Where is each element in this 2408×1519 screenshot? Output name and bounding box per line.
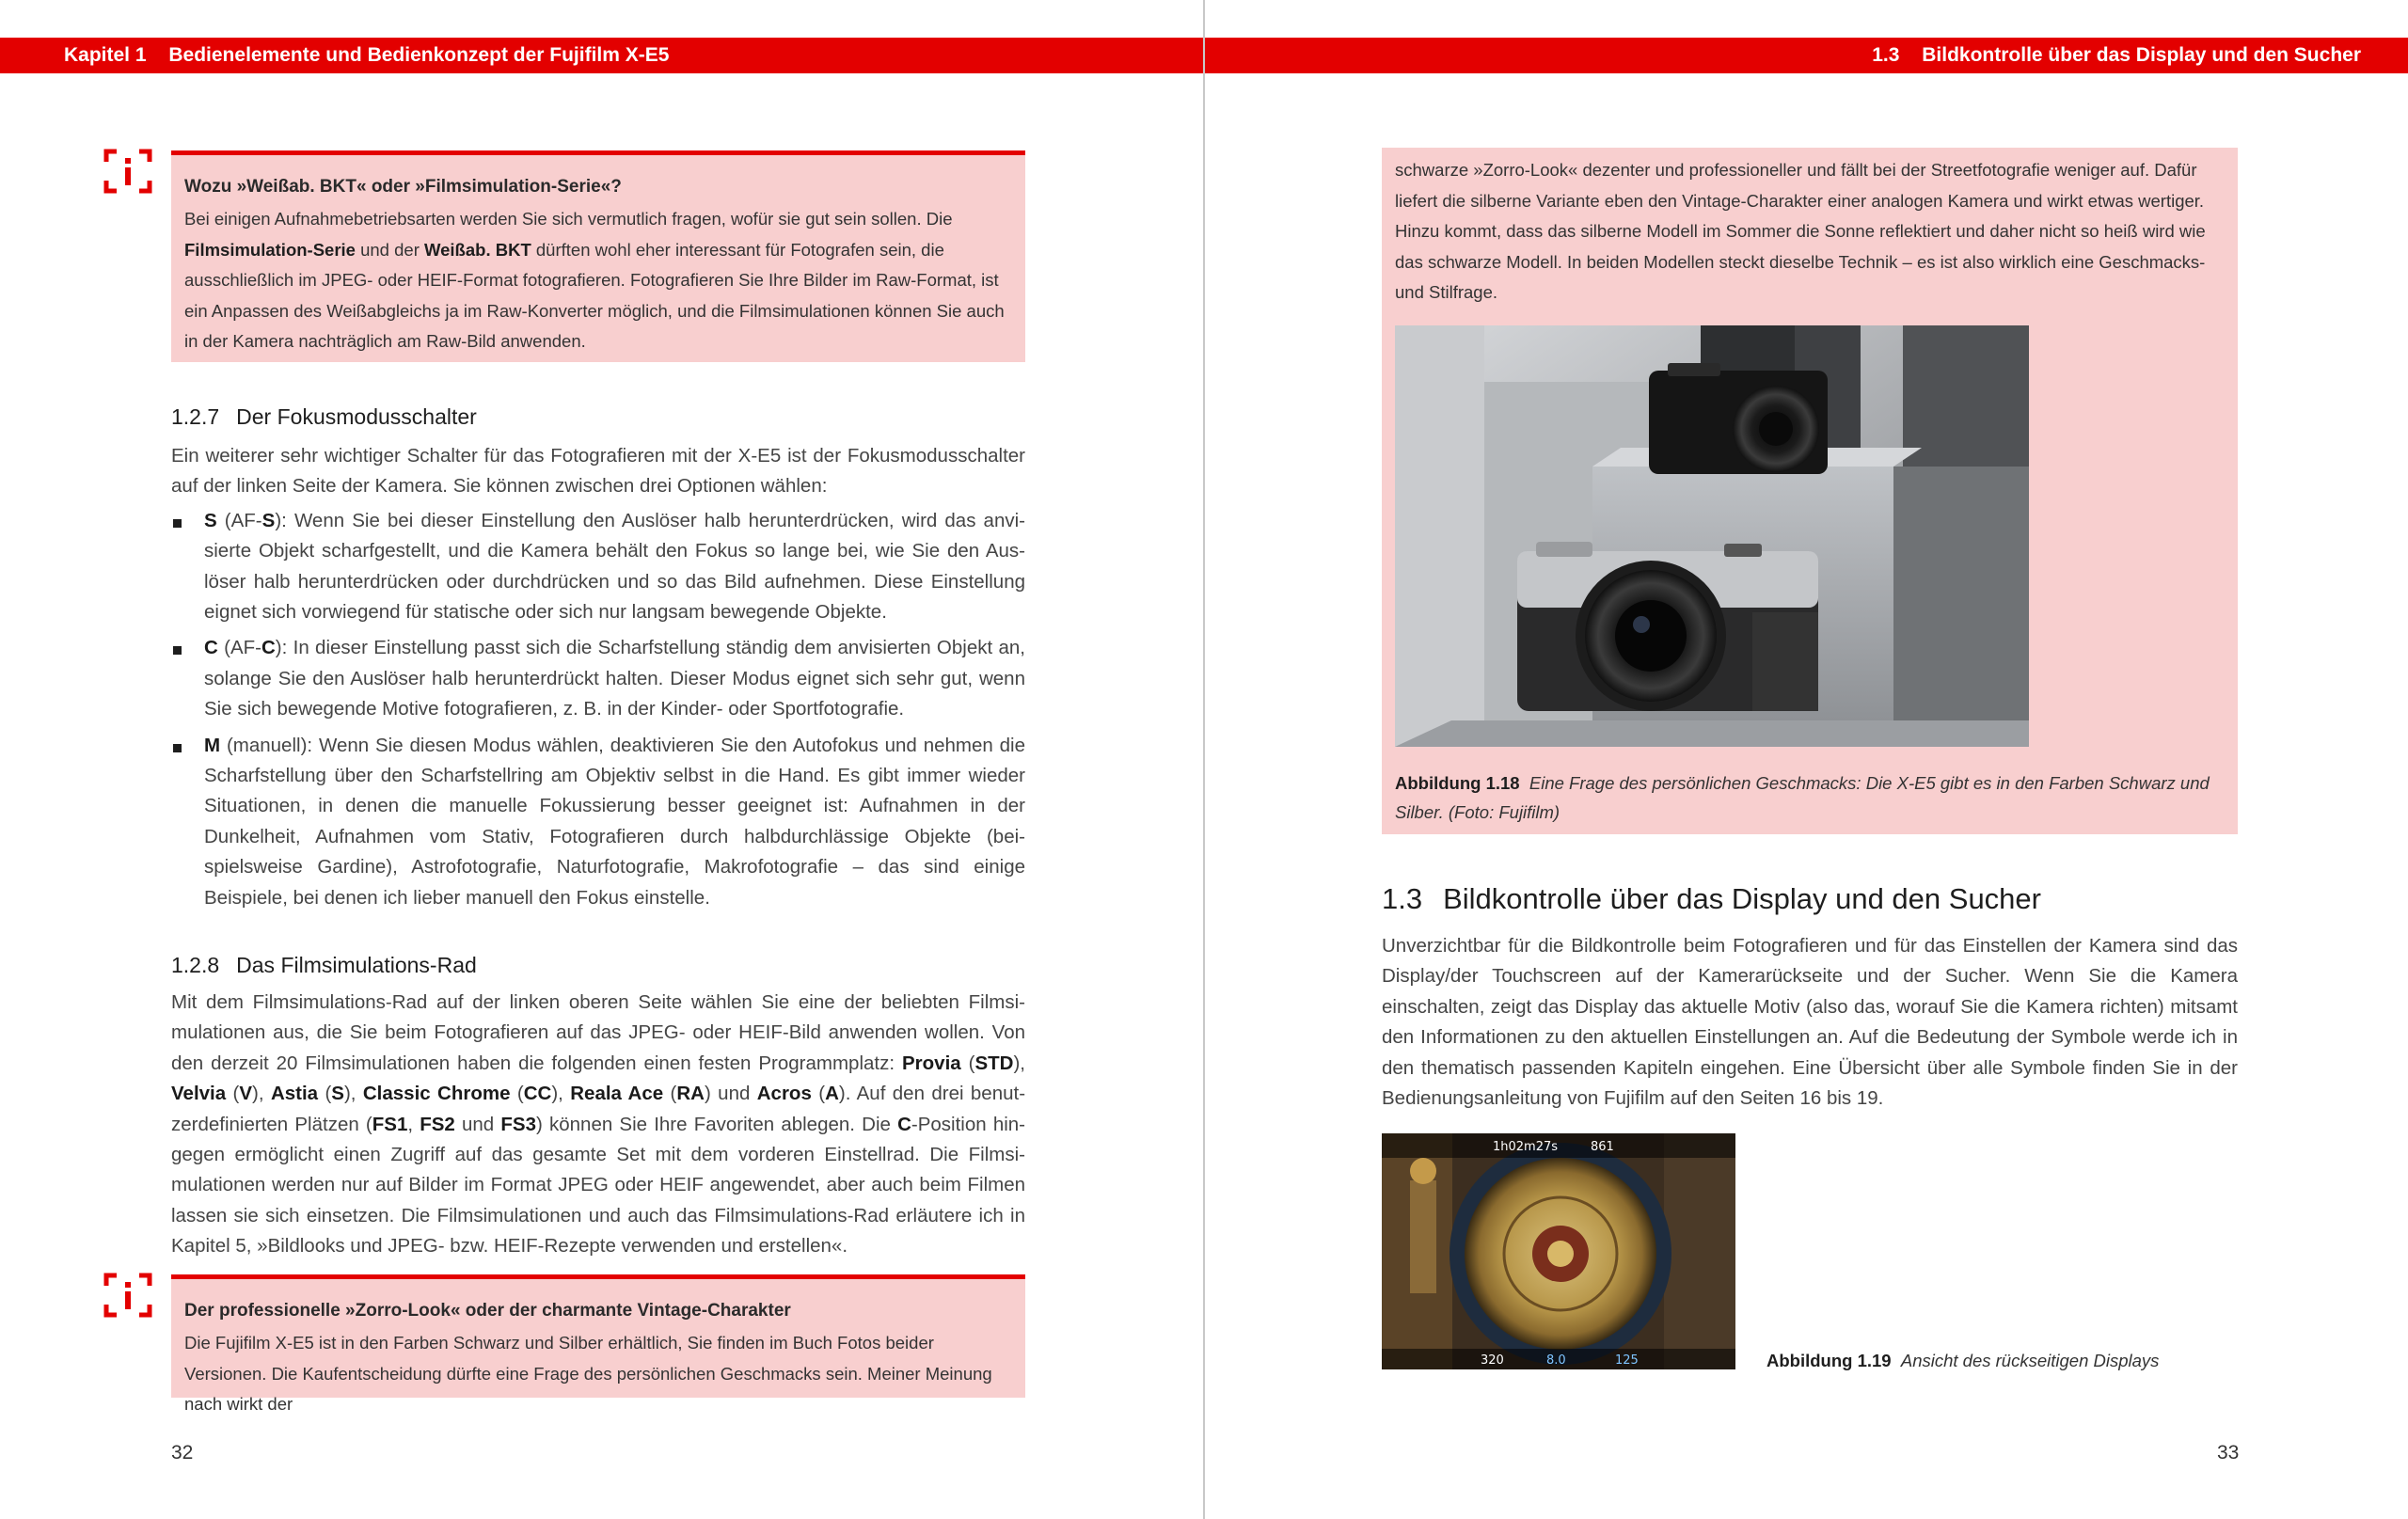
display-shots: 861	[1591, 1140, 1614, 1154]
section-heading-1-2-8: 1.2.8 Das Filmsimulations-Rad	[171, 953, 477, 977]
list-item: S (AF-S): Wenn Sie bei dieser Einstellung den Auslöser halb herunterdrücken, wird das anvisierte Objekt scharfgestellt, und die Kamera behält den Fokus so lange bei, wie Sie den Auslöser halb herunterdrücken oder durchdrücken und so das Bild aufnehmen. Diese Einstellung eignet sich vorwiegend für statische oder sich nur langsam bewegende Objekte.	[171, 506, 1025, 628]
info-box-weissabgleich	[171, 150, 1025, 362]
info-box-text: Die Fujifilm X-E5 ist in den Farben Schwarz und Silber erhältlich, Sie finden im Buch Fotos beider Versionen. Die Kaufentscheidung dürfte eine Frage des persönlichen Geschmacks sein. Meiner Meinung nach wirkt der	[184, 1333, 992, 1414]
chapter-label: Kapitel 1	[64, 44, 147, 66]
clock-photo	[1382, 1133, 1735, 1369]
section-body-1-2-7	[171, 441, 1025, 919]
figure-caption-1-18: Abbildung 1.18 Eine Frage des persönlichen Geschmacks: Die X-E5 gibt es in den Farben Schwarz und Silber. (Foto: Fujifilm)	[1395, 773, 2210, 822]
display-iso: 125	[1615, 1353, 1639, 1368]
page-right	[1205, 0, 2408, 1519]
info-box-continuation	[1382, 148, 2238, 834]
page-left	[0, 0, 1203, 1519]
info-box-title: Der professionelle »Zorro-Look« oder der charmante Vintage-Charakter	[184, 1301, 791, 1321]
info-box-zorro-look	[171, 1274, 1025, 1414]
section-heading-1-2-7: 1.2.7 Der Fokusmodusschalter	[171, 404, 477, 429]
page-number-left: 32	[171, 1442, 194, 1464]
section-title: Bildkontrolle über das Display und den Sucher	[1922, 44, 2361, 66]
display-photo	[1382, 1133, 1735, 1369]
info-icon	[103, 1273, 152, 1318]
display-shutter: 320	[1481, 1353, 1504, 1368]
info-box-title: Wozu »Weißab. BKT« oder »Filmsimulation-Serie«?	[184, 177, 622, 197]
display-aperture: 8.0	[1546, 1353, 1566, 1368]
info-icon	[103, 149, 152, 194]
camera-photo	[1395, 325, 2029, 747]
section-heading-1-3: 1.3 Bildkontrolle über das Display und den Sucher	[1382, 882, 2041, 915]
list-item: C (AF-C): In dieser Einstellung passt sich die Scharfstellung ständig dem anvisierten Objekt an, solange Sie den Auslöser halb herunterdrückt halten. Dieser Modus eignet sich sehr gut, wenn Sie sich bewegende Motive fotografieren, z. B. in der Kinder- oder Sportfotografie.	[171, 633, 1025, 724]
list-item: M (manuell): Wenn Sie diesen Modus wählen, deaktivieren Sie den Autofokus und nehmen die Scharfstellung über den Scharfstellring am Objektiv selbst in die Hand. Es gibt immer wieder Situationen, in denen die manuelle Fokussierung besser geeignet ist: Aufnahmen in der Dunkelheit, Aufnahmen vom Stativ, Fotografieren durch halbdurchlässige Objekte (beispielsweise Gardine), Astrofotografie, Naturfotografie, Makrofotografie – das sind einige Beispiele, bei denen ich lieber manuell den Fokus einstelle.	[171, 731, 1025, 913]
section-intro: Ein weiterer sehr wichtiger Schalter für das Fotografieren mit der X-E5 ist der Fokusmodusschalter auf der linken Seite der Kamera. Sie können zwischen drei Optionen wählen:	[171, 445, 1025, 498]
focus-mode-list	[171, 506, 1025, 913]
section-body-1-3: Unverzichtbar für die Bildkontrolle beim Fotografieren und für das Einstellen der Kamera sind das Display/der Touchscreen auf der Kamerarückseite und der Sucher. Wenn Sie die Kamera einschalten, zeigt das Display das aktuelle Motiv (also das, worauf Sie die Kamera richten) mitsamt den Informationen zu den aktuellen Einstellungen an. Auf die Bedeutung der Symbole werde ich in den thematisch passenden Kapiteln eingehen. Eine Übersicht über alle Symbole finden Sie in der Bedienungsanleitung von Fujifilm auf den Seiten 16 bis 19.	[1382, 935, 2238, 1110]
chapter-title: Bedienelemente und Bedienkonzept der Fujifilm X-E5	[168, 44, 670, 66]
info-box-text: Bei einigen Aufnahmebetriebsarten werden Sie sich vermutlich fragen, wofür sie gut sein sollen. Die Filmsimulation-Serie und der Weißab. BKT dürften wohl eher interessant für Fotografen sein, die ausschließlich im JPEG- oder HEIF-Format fotografieren. Fotografieren Sie Ihre Bilder im Raw-Format, ist ein Anpassen des Weißabgleichs ja im Raw-Konverter möglich, und die Filmsimulationen können Sie auch in der Kamera nachträglich am Raw-Bild anwenden.	[184, 209, 1005, 351]
page-number-right: 33	[2217, 1442, 2240, 1464]
figure-caption-1-19: Abbildung 1.19 Ansicht des rückseitigen Displays	[1766, 1351, 2160, 1370]
section-body-1-2-8: Mit dem Filmsimulations-Rad auf der linken oberen Seite wählen Sie eine der beliebten Filmsimulationen aus, die Sie beim Fotografieren auf das JPEG- oder HEIF-Bild anwenden wollen. Von den derzeit 20 Filmsimulationen haben die folgenden einen festen Programmplatz: Provia (STD), Velvia (V), Astia (S), Classic Chrome (CC), Reala Ace (RA) und Acros (A). Auf den drei benutzerdefinierten Plätzen (FS1, FS2 und FS3) können Sie Ihre Favoriten ablegen. Die C-Position hingegen ermöglicht einen Zugriff auf das gesamte Set mit dem vorderen Einstellrad. Die Filmsimulationen werden nur auf Bilder im Format JPEG oder HEIF angewendet, aber auch beim Filmen lassen sie sich einsetzen. Die Filmsimulationen und auch das Filmsimulations-Rad erläutere ich in Kapitel 5, »Bildlooks und JPEG- bzw. HEIF-Rezepte verwenden und erstellen«.	[171, 991, 1026, 1258]
section-number: 1.3	[1872, 44, 1900, 66]
display-time: 1h02m27s	[1493, 1140, 1559, 1154]
info-box-text: schwarze »Zorro-Look« dezenter und professioneller und fällt bei der Streetfotografie weniger auf. Dafür liefert die silberne Variante eben den Vintage-Charakter einer analogen Kamera und wirkt etwas wertiger. Hinzu kommt, dass das silberne Modell im Sommer die Sonne reflektiert und daher nicht so heiß wird wie das schwarze Modell. In beiden Modellen steckt dieselbe Technik – es ist also wirklich eine Geschmacks- und Stilfrage.	[1395, 160, 2206, 302]
